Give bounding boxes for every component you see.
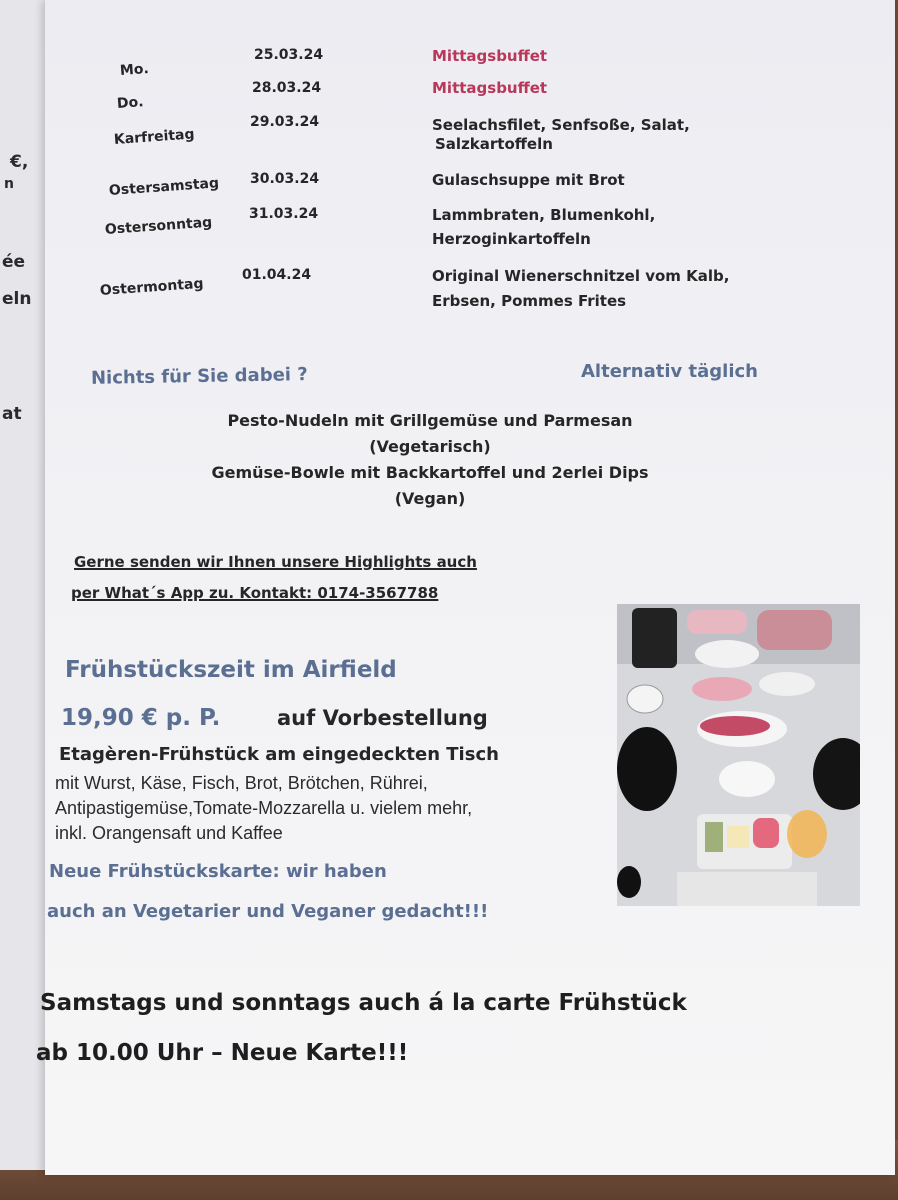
breakfast-heading: Frühstückszeit im Airfield xyxy=(65,657,397,683)
breakfast-detail-line: inkl. Orangensaft und Kaffee xyxy=(55,823,283,843)
alternative-dish: Pesto-Nudeln mit Grillgemüse und Parmesan xyxy=(227,411,633,430)
menu-day: Karfreitag xyxy=(113,126,196,148)
whatsapp-contact-line: per What´s App zu. Kontakt: 0174-3567788 xyxy=(71,584,439,602)
menu-dish: Salzkartoffeln xyxy=(435,135,553,153)
menu-date: 29.03.24 xyxy=(250,114,320,130)
menu-date: 25.03.24 xyxy=(254,47,324,63)
alternative-note: (Vegetarisch) xyxy=(369,437,491,456)
left-page-fragment: €, xyxy=(10,152,29,172)
alternatives-list xyxy=(175,408,685,512)
menu-flyer-page xyxy=(36,0,895,1175)
left-page-fragment: ée xyxy=(2,252,26,272)
vegan-note: auch an Vegetarier und Veganer gedacht!!! xyxy=(47,901,489,922)
menu-dish: Mittagsbuffet xyxy=(432,47,548,65)
breakfast-table-image xyxy=(617,604,860,906)
left-page-fragment: n xyxy=(4,176,14,192)
menu-dish: Erbsen, Pommes Frites xyxy=(432,292,627,310)
new-breakfast-menu-note: Neue Frühstückskarte: wir haben xyxy=(49,861,387,882)
left-page-fragment: at xyxy=(2,404,22,424)
breakfast-photo xyxy=(617,604,860,906)
breakfast-subtitle: Etagèren-Frühstück am eingedeckten Tisch xyxy=(59,744,499,765)
new-menu-time-note: ab 10.00 Uhr – Neue Karte!!! xyxy=(36,1040,409,1066)
breakfast-details xyxy=(55,771,472,846)
alternatives-right-heading: Alternativ täglich xyxy=(581,361,758,382)
menu-day: Ostermontag xyxy=(99,275,204,299)
menu-dish: Mittagsbuffet xyxy=(432,79,548,97)
weekend-breakfast-note: Samstags und sonntags auch á la carte Frühstück xyxy=(40,990,687,1016)
alternative-note: (Vegan) xyxy=(394,489,466,508)
menu-dish: Herzoginkartoffeln xyxy=(432,230,591,248)
menu-day: Do. xyxy=(116,94,145,112)
menu-day: Ostersonntag xyxy=(104,214,213,238)
left-page-fragment: eln xyxy=(2,289,32,309)
alternative-dish: Gemüse-Bowle mit Backkartoffel und 2erlei Dips xyxy=(211,463,649,482)
breakfast-detail-line: Antipastigemüse,Tomate-Mozzarella u. vielem mehr, xyxy=(55,798,473,818)
menu-date: 01.04.24 xyxy=(242,267,312,283)
menu-date: 31.03.24 xyxy=(249,206,319,222)
alternatives-left-heading: Nichts für Sie dabei ? xyxy=(90,364,308,389)
menu-date: 28.03.24 xyxy=(252,80,322,96)
menu-day: Mo. xyxy=(119,61,150,79)
menu-day: Ostersamstag xyxy=(108,175,220,199)
menu-dish: Lammbraten, Blumenkohl, xyxy=(432,206,656,224)
breakfast-price: 19,90 € p. P. xyxy=(61,705,221,731)
menu-dish: Gulaschsuppe mit Brot xyxy=(432,171,625,189)
whatsapp-text-line: Gerne senden wir Ihnen unsere Highlights auch xyxy=(74,553,477,571)
menu-dish: Seelachsfilet, Senfsoße, Salat, xyxy=(432,116,690,134)
breakfast-preorder: auf Vorbestellung xyxy=(277,706,488,730)
menu-dish: Original Wienerschnitzel vom Kalb, xyxy=(432,267,730,285)
breakfast-detail-line: mit Wurst, Käse, Fisch, Brot, Brötchen, Rührei, xyxy=(55,773,428,793)
menu-date: 30.03.24 xyxy=(250,171,320,187)
